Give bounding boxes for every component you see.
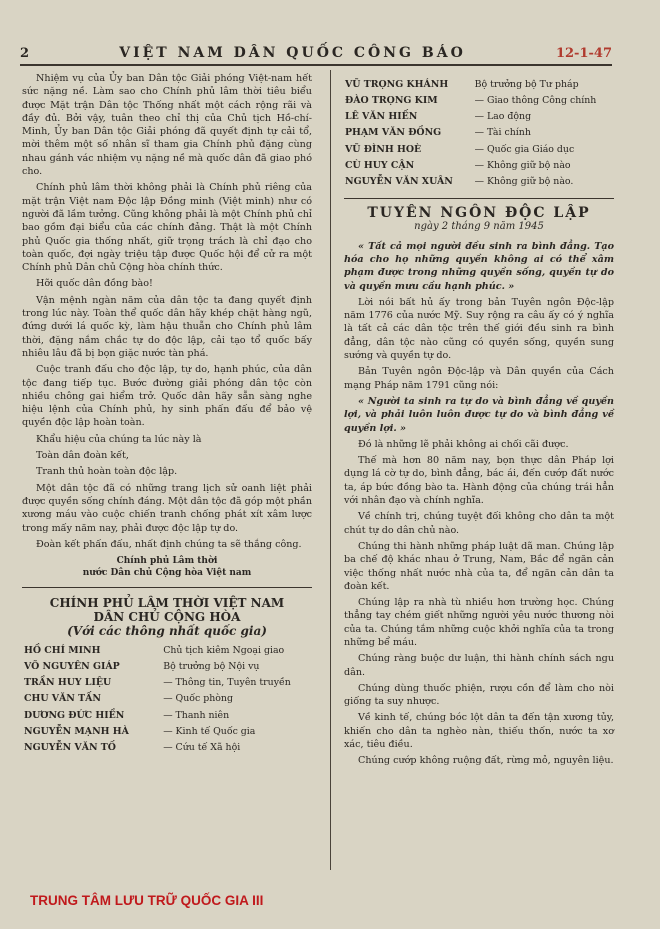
signature-line: nước Dân chủ Cộng hòa Việt nam bbox=[82, 568, 252, 579]
government-roster-right bbox=[344, 76, 614, 190]
member-role: — Thông tin, Tuyên truyền bbox=[163, 677, 291, 689]
paragraph: Chính phủ lâm thời không phải là Chính phủ riêng của mặt trận Việt nam Độc lập Đồng minh (Việt minh) như có người đã lầm tưởng. Cũng không phải là một Chính phủ chỉ bao gồm đại biểu của các chính đảng. Thật là một Chính phủ Quốc gia thống nhất, giữ trọng trách là chỉ đạo cho toàn quốc, đợi ngày triệu tập được Quốc hội để cử ra một Chính phủ Dân chủ Cộng hòa chính thức. bbox=[22, 182, 312, 274]
member-role: — Lao động bbox=[474, 111, 532, 123]
member-role: — Tài chính bbox=[474, 127, 531, 139]
member-role: Bộ trưởng bộ Tư pháp bbox=[474, 78, 579, 90]
slogan-line: Tranh thủ hoàn toàn độc lập. bbox=[36, 466, 178, 478]
table-row bbox=[22, 724, 312, 740]
paragraph: Chúng lập ra nhà tù nhiều hơn trường học. Chúng thẳng tay chém giết những người yêu nước thương nòi của ta. Chúng tắm những cuộc khởi nghĩa của ta trong những bể máu. bbox=[344, 597, 614, 648]
government-title bbox=[22, 596, 312, 638]
section-divider bbox=[344, 198, 614, 199]
table-row bbox=[344, 125, 614, 141]
page-number: 2 bbox=[20, 45, 30, 61]
table-row bbox=[22, 642, 312, 658]
government-title-line: DÂN CHỦ CỘNG HÒA bbox=[93, 610, 241, 625]
date-stamp: 12-1-47 bbox=[555, 45, 612, 61]
column-divider bbox=[330, 70, 331, 870]
table-row bbox=[22, 675, 312, 691]
member-name: NGUYỄN MẠNH HÀ bbox=[24, 726, 129, 738]
paragraph: Cuộc tranh đấu cho độc lập, tự do, hạnh phúc, của dân tộc đang tiếp tục. Bước đường giải phóng dân tộc còn nhiều chông gai hiểm trở. Quốc dân hãy sẵn sàng nghe hiệu lệnh của Chính phủ, hy sinh phấn đấu để bảo vệ quyền độc lập hoàn toàn. bbox=[22, 364, 312, 429]
member-name: NGUYỄN VĂN TỐ bbox=[24, 742, 116, 754]
member-role: — Không giữ bộ nào bbox=[474, 159, 571, 171]
table-row bbox=[344, 174, 614, 190]
member-name: PHẠM VĂN ĐỒNG bbox=[345, 127, 442, 139]
member-role: — Giao thông Công chính bbox=[474, 94, 597, 106]
table-row bbox=[22, 691, 312, 707]
member-name: VŨ TRỌNG KHÁNH bbox=[345, 78, 449, 90]
masthead-title: VIỆT NAM DÂN QUỐC CÔNG BÁO bbox=[119, 45, 466, 61]
government-subtitle: (Với các thông nhất quốc gia) bbox=[67, 624, 267, 639]
member-role: — Cứu tế Xã hội bbox=[163, 742, 241, 754]
paragraph: Vận mệnh ngàn năm của dân tộc ta đang quyết định trong lúc này. Toàn thể quốc dân hãy khép chặt hàng ngũ, đứng dưới lá quốc kỳ, làm hậu thuẫn cho Chính phủ lâm thời, đặng nắm chắc tự do độc lập, cải tạo tổ quốc bấy nhiêu lâu đã bị bọn giặc nước tàn phá. bbox=[22, 294, 312, 359]
member-name: VŨ ĐÌNH HOÈ bbox=[345, 143, 422, 155]
table-row bbox=[22, 658, 312, 674]
member-name: TRẦN HUY LIỆU bbox=[24, 677, 112, 689]
paragraph: Đó là những lẽ phải không ai chối cãi được. bbox=[358, 438, 569, 450]
table-row bbox=[344, 157, 614, 173]
member-role: — Không giữ bộ nào. bbox=[474, 176, 574, 188]
member-name: CHU VĂN TẤN bbox=[24, 693, 101, 705]
masthead-bar bbox=[20, 42, 612, 66]
member-name: ĐÀO TRỌNG KIM bbox=[345, 94, 438, 106]
member-name: LÊ VĂN HIẾN bbox=[345, 111, 418, 123]
declaration-date: ngày 2 tháng 9 năm 1945 bbox=[414, 221, 544, 233]
section-divider bbox=[22, 587, 312, 588]
member-role: Chủ tịch kiêm Ngoại giao bbox=[163, 644, 285, 656]
table-row bbox=[22, 707, 312, 723]
paragraph: Đoàn kết phấn đấu, nhất định chúng ta sẽ thắng công. bbox=[36, 538, 302, 550]
paragraph: Chúng ràng buộc dư luận, thi hành chính sách ngu dân. bbox=[344, 653, 614, 678]
member-name: CÙ HUY CẬN bbox=[345, 159, 415, 171]
paragraph: Chúng thi hành những pháp luật dã man. Chúng lập ba chế độ khác nhau ở Trung, Nam, Bắc để ngăn cản việc thống nhất nước nhà của ta, để ngăn cản dân ta đoàn kết. bbox=[344, 540, 614, 592]
paragraph: Nhiệm vụ của Ủy ban Dân tộc Giải phóng Việt-nam hết sức nặng nề. Làm sao cho Chính phủ lâm thời tiêu biểu được Mặt trận Dân tộc Thống nhất một cách rộng rãi và đầy đủ. Bởi vậy, tuân theo chỉ thị của Chủ tịch Hồ-chí-Minh, Ủy ban Dân tộc Giải phóng đã quyết định tự cải tổ, mời thêm một số nhân sĩ tham gia Chính phủ đặng cùng nhau gánh vác nhiệm vụ nặng nề mà quốc dân đã giao phó cho. bbox=[22, 73, 312, 178]
member-role: — Quốc phòng bbox=[163, 693, 233, 705]
declaration-quote: « Người ta sinh ra tự do và bình đẳng về quyền lợi, và phải luôn luôn được tự do và bình đẳng về quyền lợi. » bbox=[344, 395, 614, 434]
government-title-line: CHÍNH PHỦ LÂM THỜI VIỆT NAM bbox=[49, 596, 285, 611]
table-row bbox=[344, 109, 614, 125]
signature-block bbox=[22, 555, 312, 579]
declaration-title: TUYÊN NGÔN ĐỘC LẬP bbox=[367, 205, 591, 222]
left-column bbox=[22, 72, 312, 756]
paragraph: Về kinh tế, chúng bóc lột dân ta đến tận xương tủy, khiến cho dân ta nghèo nàn, thiếu thốn, nước ta xơ xác, tiêu điều. bbox=[344, 712, 614, 751]
member-role: — Kinh tế Quốc gia bbox=[163, 726, 256, 738]
government-roster-left bbox=[22, 642, 312, 756]
paragraph: Một dân tộc đã có những trang lịch sử oanh liệt phải được quyền sống chính đáng. Một dân tộc đã góp một phần xương máu vào cuộc chiến tranh chống phát xít xâm lược trong mấy năm nay, phải được độc lập tự do. bbox=[22, 482, 312, 534]
table-row bbox=[344, 76, 614, 92]
paragraph: Chúng cướp không ruộng đất, rừng mỏ, nguyên liệu. bbox=[358, 755, 614, 767]
paragraph: Khẩu hiệu của chúng ta lúc này là bbox=[36, 433, 202, 445]
paragraph: Về chính trị, chúng tuyệt đối không cho dân ta một chút tự do dân chủ nào. bbox=[344, 511, 614, 536]
paragraph: Chúng dùng thuốc phiện, rượu cồn để làm cho nòi giống ta suy nhược. bbox=[344, 682, 614, 708]
paragraph: Bản Tuyên ngôn Độc-lập và Dân quyền của Cách mạng Pháp năm 1791 cũng nói: bbox=[344, 366, 614, 391]
member-name: NGUYỄN VĂN XUÂN bbox=[345, 176, 453, 188]
member-role: — Thanh niên bbox=[163, 709, 230, 721]
declaration-quote: « Tất cả mọi người đều sinh ra bình đẳng. Tạo hóa cho họ những quyền không ai có thể xâm phạm được trong những quyền sống, quyền tự do và quyền mưu cầu hạnh phúc. » bbox=[344, 240, 614, 292]
signature-line: Chính phủ Lâm thời bbox=[116, 556, 218, 567]
member-role: Bộ trưởng bộ Nội vụ bbox=[163, 660, 260, 672]
table-row bbox=[344, 141, 614, 157]
table-row bbox=[344, 92, 614, 108]
member-name: VÕ NGUYÊN GIÁP bbox=[24, 660, 120, 672]
right-column bbox=[344, 72, 614, 771]
slogan-line: Toàn dân đoàn kết, bbox=[36, 450, 129, 462]
paragraph: Lời nói bất hủ ấy trong bản Tuyên ngôn Độc-lập năm 1776 của nước Mỹ. Suy rộng ra câu ấy có ý nghĩa là tất cả các dân tộc trên thế giới đều sinh ra bình đẳng, dân tộc nào cũng có quyền sống, quyền sung sướng và quyền tự do. bbox=[344, 296, 614, 362]
member-name: HỒ CHÍ MINH bbox=[24, 644, 101, 656]
paragraph: Hỡi quốc dân đồng bào! bbox=[36, 278, 153, 290]
member-name: DƯƠNG ĐỨC HIỀN bbox=[24, 709, 125, 721]
member-role: — Quốc gia Giáo dục bbox=[474, 143, 575, 155]
table-row bbox=[22, 740, 312, 756]
archive-watermark: TRUNG TÂM LƯU TRỮ QUỐC GIA III bbox=[30, 893, 264, 908]
paragraph: Thế mà hơn 80 năm nay, bọn thực dân Pháp lợi dụng lá cờ tự do, bình đẳng, bác ái, đến cướp đất nước ta, áp bức đồng bào ta. Hành động của chúng trái hẳn với nhân đạo và chính nghĩa. bbox=[344, 455, 614, 507]
